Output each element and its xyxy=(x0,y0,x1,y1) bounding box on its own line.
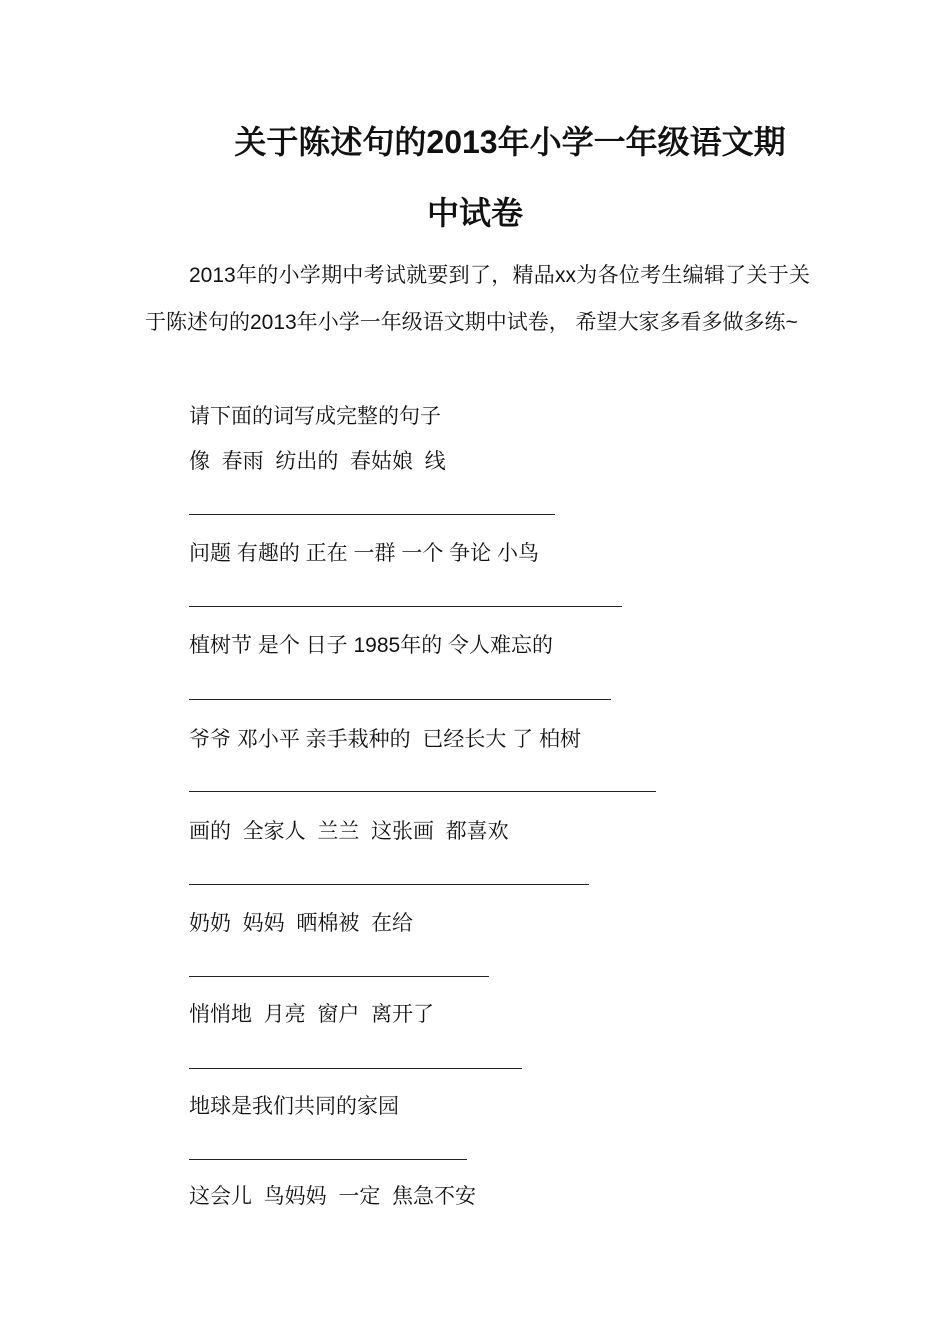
question-6: 奶奶 妈妈 晒棉被 在给 xyxy=(189,912,414,935)
question-8: 地球是我们共同的家园 xyxy=(189,1095,399,1118)
question-9: 这会儿 鸟妈妈 一定 焦急不安 xyxy=(189,1185,477,1208)
answer-line-4 xyxy=(189,791,656,792)
answer-line-1 xyxy=(189,514,555,515)
question-1: 像 春雨 纺出的 春姑娘 线 xyxy=(189,450,446,473)
question-3: 植树节 是个 日子 1985年的 令人难忘的 xyxy=(189,634,554,657)
document-title-line-1: 关于陈述句的2013年小学一年级语文期 xyxy=(234,124,786,160)
question-2: 问题 有趣的 正在 一群 一个 争论 小鸟 xyxy=(189,542,540,565)
question-5: 画的 全家人 兰兰 这张画 都喜欢 xyxy=(189,820,509,843)
document-title-line-2: 中试卷 xyxy=(426,195,523,231)
answer-line-5 xyxy=(189,884,589,885)
answer-line-8 xyxy=(189,1159,467,1160)
answer-line-2 xyxy=(189,606,622,607)
answer-line-6 xyxy=(189,976,489,977)
question-7: 悄悄地 月亮 窗户 离开了 xyxy=(189,1003,435,1026)
answer-line-7 xyxy=(189,1068,522,1069)
answer-line-3 xyxy=(189,699,611,700)
instruction-text: 请下面的词写成完整的句子 xyxy=(189,405,441,428)
intro-paragraph: 2013年的小学期中考试就要到了，精品xx为各位考生编辑了关于关于陈述句的2013年小学一年级语文期中试卷， 希望大家多看多做多练~ xyxy=(145,264,810,334)
question-4: 爷爷 邓小平 亲手栽种的 已经长大 了 柏树 xyxy=(189,728,582,751)
